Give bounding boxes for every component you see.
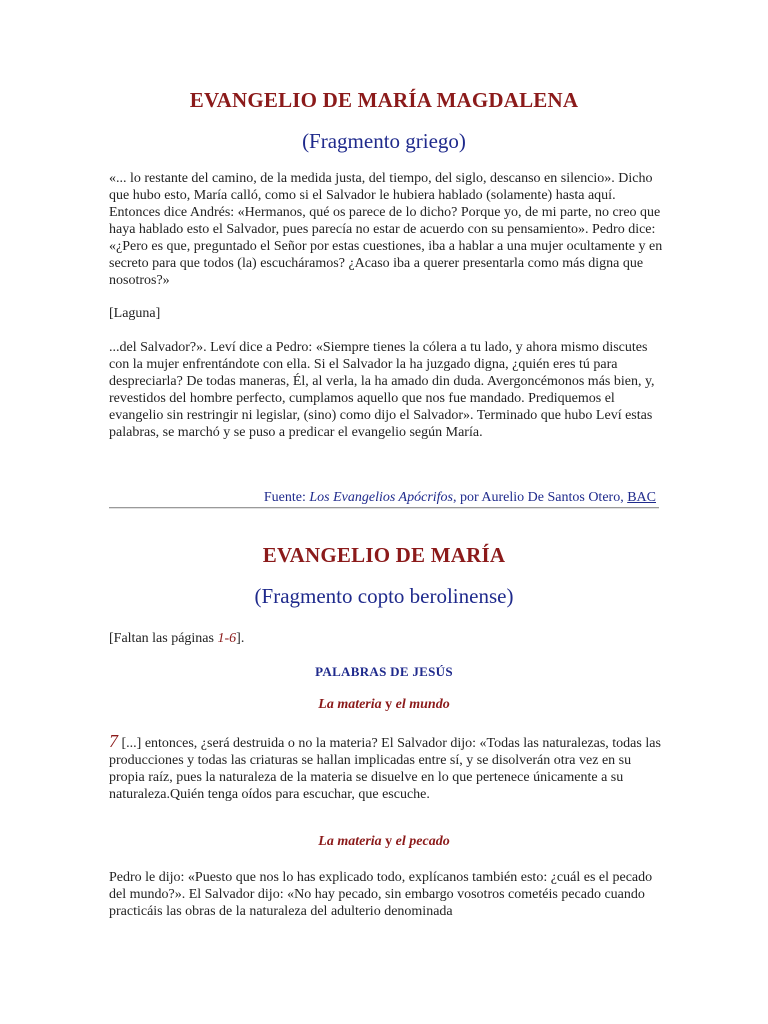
subheading-1-part-a: La materia bbox=[318, 697, 382, 712]
source-book-title: Los Evangelios Apócrifos bbox=[309, 490, 453, 505]
doc1-subtitle: (Fragmento griego) bbox=[302, 129, 466, 153]
doc2-paragraph-1 bbox=[109, 733, 665, 803]
section-divider bbox=[109, 507, 659, 509]
subheading-materia-pecado bbox=[0, 834, 768, 850]
missing-pages-prefix: [Faltan las páginas bbox=[109, 631, 218, 646]
source-prefix: Fuente: bbox=[263, 490, 310, 505]
source-middle: , por Aurelio De Santos Otero, bbox=[453, 490, 628, 505]
verse-number: 7 bbox=[109, 731, 118, 751]
doc2-paragraph-2: Pedro le dijo: «Puesto que nos lo has explicado todo, explícanos también esto: ¿cuál es el pecado del mundo?». El Salvador dijo: «No hay pecado, sin embargo vosotros cometéis pecado cuando practicáis las obras de la naturaleza del adulterio denominada bbox=[109, 870, 653, 919]
subheading-materia-mundo bbox=[0, 697, 768, 713]
doc1-title: EVANGELIO DE MARÍA MAGDALENA bbox=[189, 88, 579, 112]
subheading-1-conj: y bbox=[381, 697, 396, 712]
doc1-paragraph-1: «... lo restante del camino, de la medida justa, del tiempo, del siglo, descanso en silencio». Dicho que hubo esto, María calló, como si el Salvador le hubiera hablado (solamente) hasta aquí. Entonces dice Andrés: «Hermanos, qué os parece de lo dicho? Porque yo, de mi parte, no creo que haya hablado esto el Salvador, pues parecía no estar de acuerdo con su pensamiento». Pedro dice: «¿Pero es que, preguntado el Señor por estas cuestiones, iba a hablar a una mujer ocultamente y en secreto para que todos (la) escucháramos? ¿Acaso iba a querer presentarla como más digna que nosotros?» bbox=[109, 171, 663, 288]
subheading-1-part-b: el mundo bbox=[395, 697, 450, 712]
bac-link[interactable]: BAC bbox=[627, 490, 656, 505]
doc2-paragraph-1-text: [...] entonces, ¿será destruida o no la materia? El Salvador dijo: «Todas las naturalezas, todas las producciones y todas las criaturas se hallan implicadas entre sí, y se disolverán otra vez en su propia raíz, pues la naturaleza de la materia se disuelve en lo que pertenece únicamente a su naturaleza.Quién tenga oídos para escuchar, que escuche. bbox=[109, 736, 661, 802]
missing-pages-note bbox=[109, 630, 665, 647]
subheading-2-conj: y bbox=[381, 834, 396, 849]
missing-pages-suffix: ]. bbox=[236, 631, 245, 646]
doc1-gap-note: [Laguna] bbox=[109, 306, 161, 321]
doc2-subtitle: (Fragmento copto berolinense) bbox=[254, 584, 514, 608]
doc1-paragraph-2: ...del Salvador?». Leví dice a Pedro: «Siempre tienes la cólera a tu lado, y ahora mismo discutes con la mujer enfrentándote con ella. Si el Salvador la ha juzgado digna, ¿quién eres tú para despreciarla? De todas maneras, Él, al verla, la ha amado din duda. Avergoncémonos más bien, y, revestidos del hombre perfecto, cumplamos aquello que nos fue mandado. Prediquemos el evangelio sin restringir ni legislar, (sino) como dijo el Salvador». Terminado que hubo Leví estas palabras, se marchó y se puso a predicar el evangelio según María. bbox=[109, 340, 655, 440]
source-citation bbox=[110, 490, 656, 506]
subheading-2-part-b: el pecado bbox=[395, 834, 450, 849]
section-heading: PALABRAS DE JESÚS bbox=[315, 664, 453, 679]
doc2-title: EVANGELIO DE MARÍA bbox=[262, 543, 506, 567]
subheading-2-part-a: La materia bbox=[318, 834, 382, 849]
missing-pages-range: 1-6 bbox=[217, 631, 237, 646]
